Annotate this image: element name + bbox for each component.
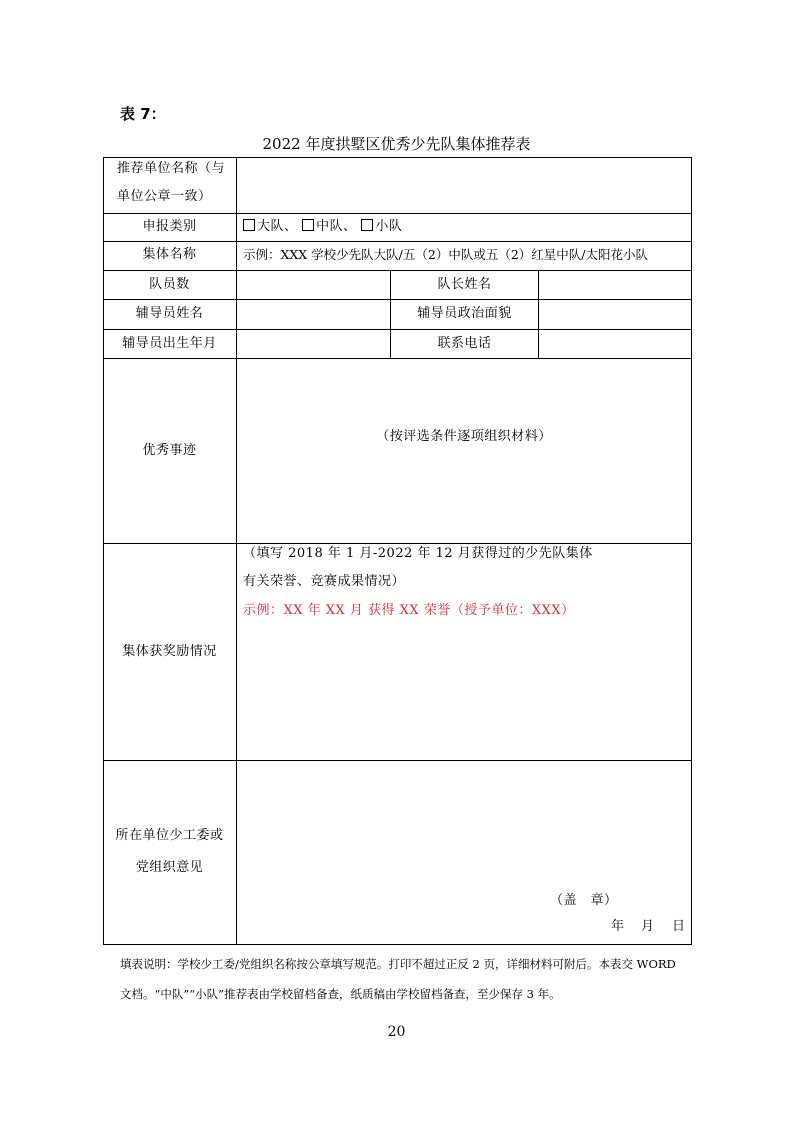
captain-label: 队长姓名 bbox=[437, 277, 492, 292]
awards-hint-line2: 有关荣誉、竞赛成果情况） bbox=[243, 574, 406, 589]
collective-name-label: 集体名称 bbox=[142, 247, 197, 262]
recommend-unit-label-line2: 单位公章一致） bbox=[117, 189, 212, 204]
awards-label: 集体获奖励情况 bbox=[122, 644, 217, 659]
deeds-hint: （按评选条件逐项组织材料） bbox=[376, 429, 552, 444]
phone-label: 联系电话 bbox=[437, 336, 492, 351]
opinion-label-line2: 党组织意见 bbox=[135, 860, 204, 875]
recommendation-form-table bbox=[103, 157, 692, 945]
checkbox-team[interactable] bbox=[361, 219, 373, 231]
deeds-label: 优秀事迹 bbox=[142, 443, 197, 458]
table-number-label: 表 7： bbox=[120, 105, 166, 123]
counselor-political-label: 辅导员政治面貌 bbox=[417, 306, 512, 321]
checkbox-squadron[interactable] bbox=[302, 219, 314, 231]
date-month: 月 bbox=[641, 919, 655, 934]
date-day: 日 bbox=[672, 919, 686, 934]
seal-placeholder: （盖 章） bbox=[550, 893, 618, 908]
recommend-unit-label-line1: 推荐单位名称（与 bbox=[117, 161, 226, 176]
instructions-line2: 文档。“中队”“小队”推荐表由学校留档备查，纸质稿由学校留档备查，至少保存 3 年。 bbox=[120, 987, 561, 1001]
category-option-team: 小队 bbox=[375, 219, 403, 234]
category-label: 申报类别 bbox=[142, 219, 197, 234]
category-options bbox=[243, 219, 402, 235]
checkbox-brigade[interactable] bbox=[243, 219, 255, 231]
counselor-name-label: 辅导员姓名 bbox=[135, 306, 204, 321]
date-year: 年 bbox=[611, 919, 625, 934]
captain-field[interactable] bbox=[545, 275, 685, 295]
form-title: 2022 年度拱墅区优秀少先队集体推荐表 bbox=[262, 135, 531, 153]
awards-example: 示例：XX 年 XX 月 获得 XX 荣誉（授予单位：XXX） bbox=[243, 603, 575, 618]
awards-hint-line1: （填写 2018 年 1 月-2022 年 12 月获得过的少先队集体 bbox=[243, 546, 593, 561]
page-number: 20 bbox=[387, 1024, 406, 1040]
collective-name-example: 示例：XXX 学校少先队大队/五（2）中队或五（2）红星中队/太阳花小队 bbox=[243, 247, 649, 262]
counselor-political-field[interactable] bbox=[545, 304, 685, 324]
counselor-birth-field[interactable] bbox=[243, 334, 383, 354]
category-option-brigade: 大队、 bbox=[257, 219, 298, 234]
recommend-unit-field[interactable] bbox=[243, 163, 683, 207]
opinion-label-line1: 所在单位少工委或 bbox=[115, 828, 224, 843]
phone-field[interactable] bbox=[545, 334, 685, 354]
members-field[interactable] bbox=[243, 275, 383, 295]
members-label: 队员数 bbox=[149, 277, 190, 292]
counselor-birth-label: 辅导员出生年月 bbox=[122, 336, 217, 351]
counselor-name-field[interactable] bbox=[243, 304, 383, 324]
category-option-squadron: 中队、 bbox=[316, 219, 357, 234]
instructions-line1: 填表说明：学校少工委/党组织名称按公章填写规范。打印不超过正反 2 页，详细材料可附后。本表交 WORD bbox=[120, 957, 676, 971]
